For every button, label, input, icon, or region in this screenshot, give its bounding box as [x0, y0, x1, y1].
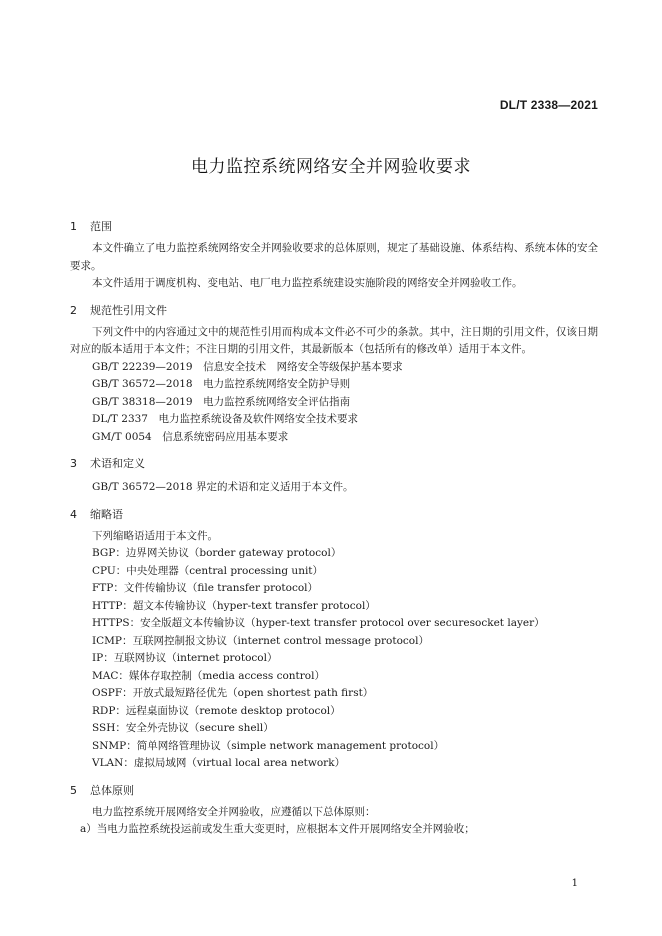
abbreviation-item: SSH：安全外壳协议（secure shell） [92, 722, 274, 734]
section-number: 1 [70, 220, 77, 233]
abbreviation-item: FTP：文件传输协议（file transfer protocol） [92, 582, 319, 594]
paragraph: 下列文件中的内容通过文中的规范性引用而构成本文件必不可少的条款。其中，注日期的引用文件，仅该日期对应的版本适用于本文件；不注日期的引用文件，其最新版本（包括所有的修改单）适用于本文件。 [70, 325, 598, 355]
paragraph: 电力监控系统开展网络安全并网验收，应遵循以下总体原则： [92, 805, 376, 818]
reference-item: GM/T 0054 信息系统密码应用基本要求 [92, 430, 289, 443]
abbreviation-item: CPU：中央处理器（central processing unit） [92, 564, 324, 577]
paragraph: GB/T 36572—2018 界定的术语和定义适用于本文件。 [92, 481, 354, 493]
abbreviation-item: SNMP：简单网络管理协议（simple network management protocol） [92, 739, 445, 752]
abbreviation-item: BGP：边界网关协议（border gateway protocol） [92, 547, 342, 559]
section-heading-normative-references [70, 302, 598, 320]
abbreviation-item: VLAN：虚拟局域网（virtual local area network） [92, 757, 346, 769]
section-heading-abbreviations [70, 506, 598, 524]
section-heading-general-principles [70, 782, 598, 800]
paragraph: 下列缩略语适用于本文件。 [92, 529, 218, 542]
section-heading-terms [70, 455, 598, 473]
document-body [70, 218, 598, 839]
section-number: 3 [70, 457, 77, 470]
abbreviation-item: RDP：远程桌面协议（remote desktop protocol） [92, 704, 341, 717]
abbreviation-item: OSPF：开放式最短路径优先（open shortest path first） [92, 687, 374, 699]
reference-item: GB/T 38318—2019 电力监控系统网络安全评估指南 [92, 395, 351, 408]
abbreviation-item: ICMP：互联网控制报文协议（internet control message protocol） [92, 634, 429, 647]
reference-item: GB/T 22239—2019 信息安全技术 网络安全等级保护基本要求 [92, 360, 403, 373]
section-number: 2 [70, 303, 77, 317]
section-heading-scope [70, 218, 598, 236]
paragraph: 本文件确立了电力监控系统网络安全并网验收要求的总体原则，规定了基础设施、体系结构、系统本体的安全要求。 [70, 242, 598, 272]
abbreviation-item: IP：互联网协议（internet protocol） [92, 652, 278, 664]
abbreviation-item: HTTPS：安全版超文本传输协议（hyper-text transfer protocol over securesocket layer） [92, 617, 545, 629]
abbreviation-item: HTTP：超文本传输协议（hyper-text transfer protocol） [92, 599, 376, 612]
page-number: 1 [571, 878, 578, 889]
section-title: 范围 [90, 220, 112, 233]
section-title: 缩略语 [90, 507, 123, 521]
section-number: 4 [70, 507, 77, 521]
abbreviation-item: MAC：媒体存取控制（media access control） [92, 669, 325, 682]
reference-item: DL/T 2337 电力监控系统设备及软件网络安全技术要求 [92, 413, 358, 425]
reference-item: GB/T 36572—2018 电力监控系统网络安全防护导则 [92, 378, 351, 390]
paragraph: 本文件适用于调度机构、变电站、电厂电力监控系统建设实施阶段的网络安全并网验收工作。 [92, 277, 523, 289]
section-title: 术语和定义 [90, 457, 145, 470]
section-title: 总体原则 [90, 783, 134, 797]
list-item: a）当电力监控系统投运前或发生重大变更时，应根据本文件开展网络安全并网验收； [80, 823, 475, 835]
document-code: DL/T 2338—2021 [499, 98, 598, 112]
section-number: 5 [70, 783, 77, 797]
document-title: 电力监控系统网络安全并网验收要求 [191, 157, 471, 177]
section-title: 规范性引用文件 [90, 303, 167, 317]
